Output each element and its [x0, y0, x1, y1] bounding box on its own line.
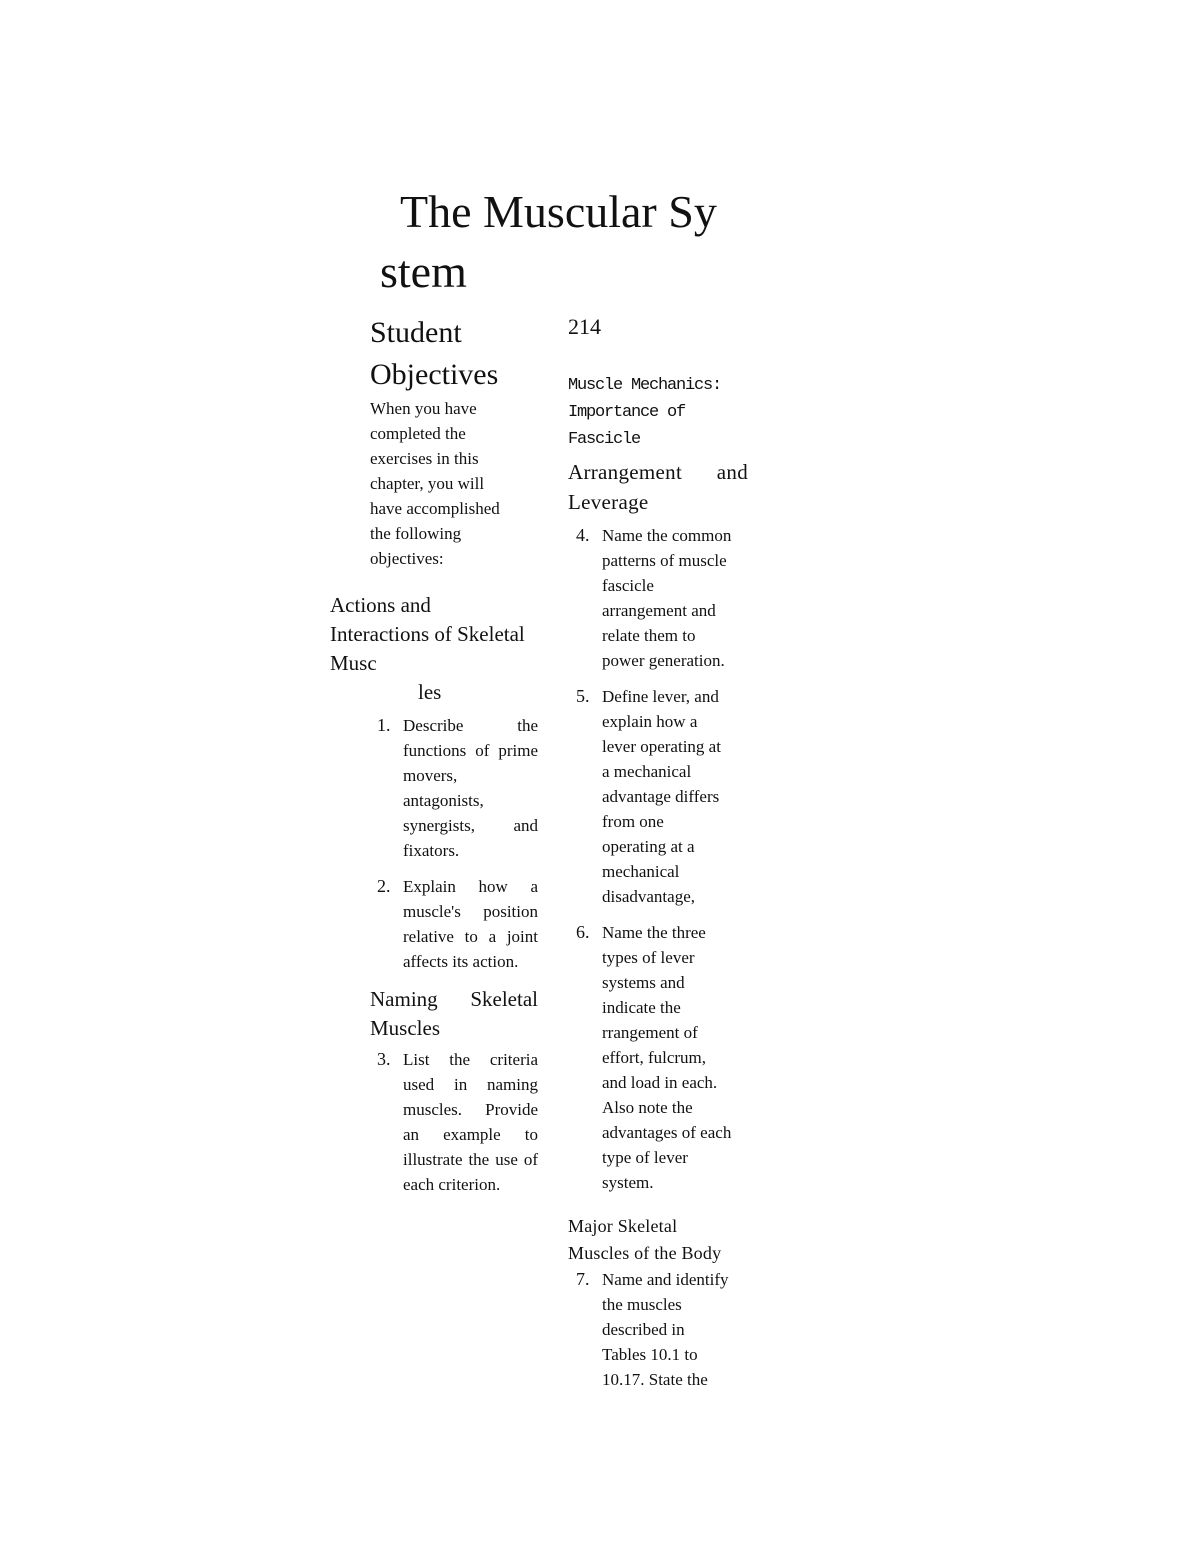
section-mechanics-heading: Muscle Mechanics: Importance of Fascicle — [568, 376, 722, 449]
objective-text: List the criteria used in naming muscles. Provide an example to illustrate the use of each criterion. — [403, 1050, 538, 1194]
objective-number: 3. — [377, 1049, 391, 1069]
page-number: 214 — [568, 314, 601, 339]
objective-item-7 — [576, 1267, 732, 1392]
title-line-2: stem — [380, 246, 467, 297]
major-objective-list — [576, 1267, 732, 1392]
section-actions-heading — [330, 591, 535, 707]
objectives-heading: Student Objectives — [370, 316, 499, 391]
objective-item-1 — [377, 713, 538, 863]
objective-text: Describe the functions of prime movers, antagonists, synergists, and fixators. — [403, 716, 538, 860]
objective-text: Explain how a muscle's position relative to a joint affects its action. — [403, 877, 538, 971]
naming-objective-list — [377, 1047, 538, 1197]
section-naming-heading: Naming Skeletal Muscles — [370, 987, 538, 1040]
objective-text: Name the common patterns of muscle fascicle arrangement and relate them to power generation. — [602, 526, 732, 670]
title-line-1: The Muscular Sy — [400, 186, 717, 237]
document-title — [370, 182, 770, 302]
objective-number: 5. — [576, 686, 590, 706]
objective-number: 7. — [576, 1269, 590, 1289]
objective-item-5 — [576, 684, 732, 909]
objective-item-6 — [576, 920, 732, 1195]
objective-item-4 — [576, 523, 732, 673]
mechanics-objective-list — [576, 523, 732, 1195]
actions-objective-list — [377, 713, 538, 974]
section-actions-heading-main: Actions and Interactions of Skeletal Musc — [330, 593, 525, 675]
left-column — [330, 312, 545, 1208]
objective-number: 4. — [576, 525, 590, 545]
objective-text: Name the three types of lever systems and indicate the rrangement of effort, fulcrum, and load in each. Also note the advantages of each type of lever system. — [602, 923, 732, 1192]
section-mechanics-heading-cont: Arrangement and Leverage — [568, 460, 748, 514]
section-major-heading: Major Skeletal Muscles of the Body — [568, 1216, 722, 1263]
objective-text: Define lever, and explain how a lever operating at a mechanical advantage differs from one operating at a mechanical disadvantage, — [602, 687, 721, 906]
objective-number: 6. — [576, 922, 590, 942]
objective-number: 2. — [377, 876, 391, 896]
objectives-intro: When you have completed the exercises in this chapter, you will have accomplished the following objectives: — [370, 399, 500, 568]
right-column — [568, 312, 768, 1403]
objective-item-3 — [377, 1047, 538, 1197]
section-actions-heading-end: les — [418, 680, 442, 704]
objective-item-2 — [377, 874, 538, 974]
objective-text: Name and identify the muscles described in Tables 10.1 to 10.17. State the — [602, 1270, 729, 1389]
objective-number: 1. — [377, 715, 391, 735]
